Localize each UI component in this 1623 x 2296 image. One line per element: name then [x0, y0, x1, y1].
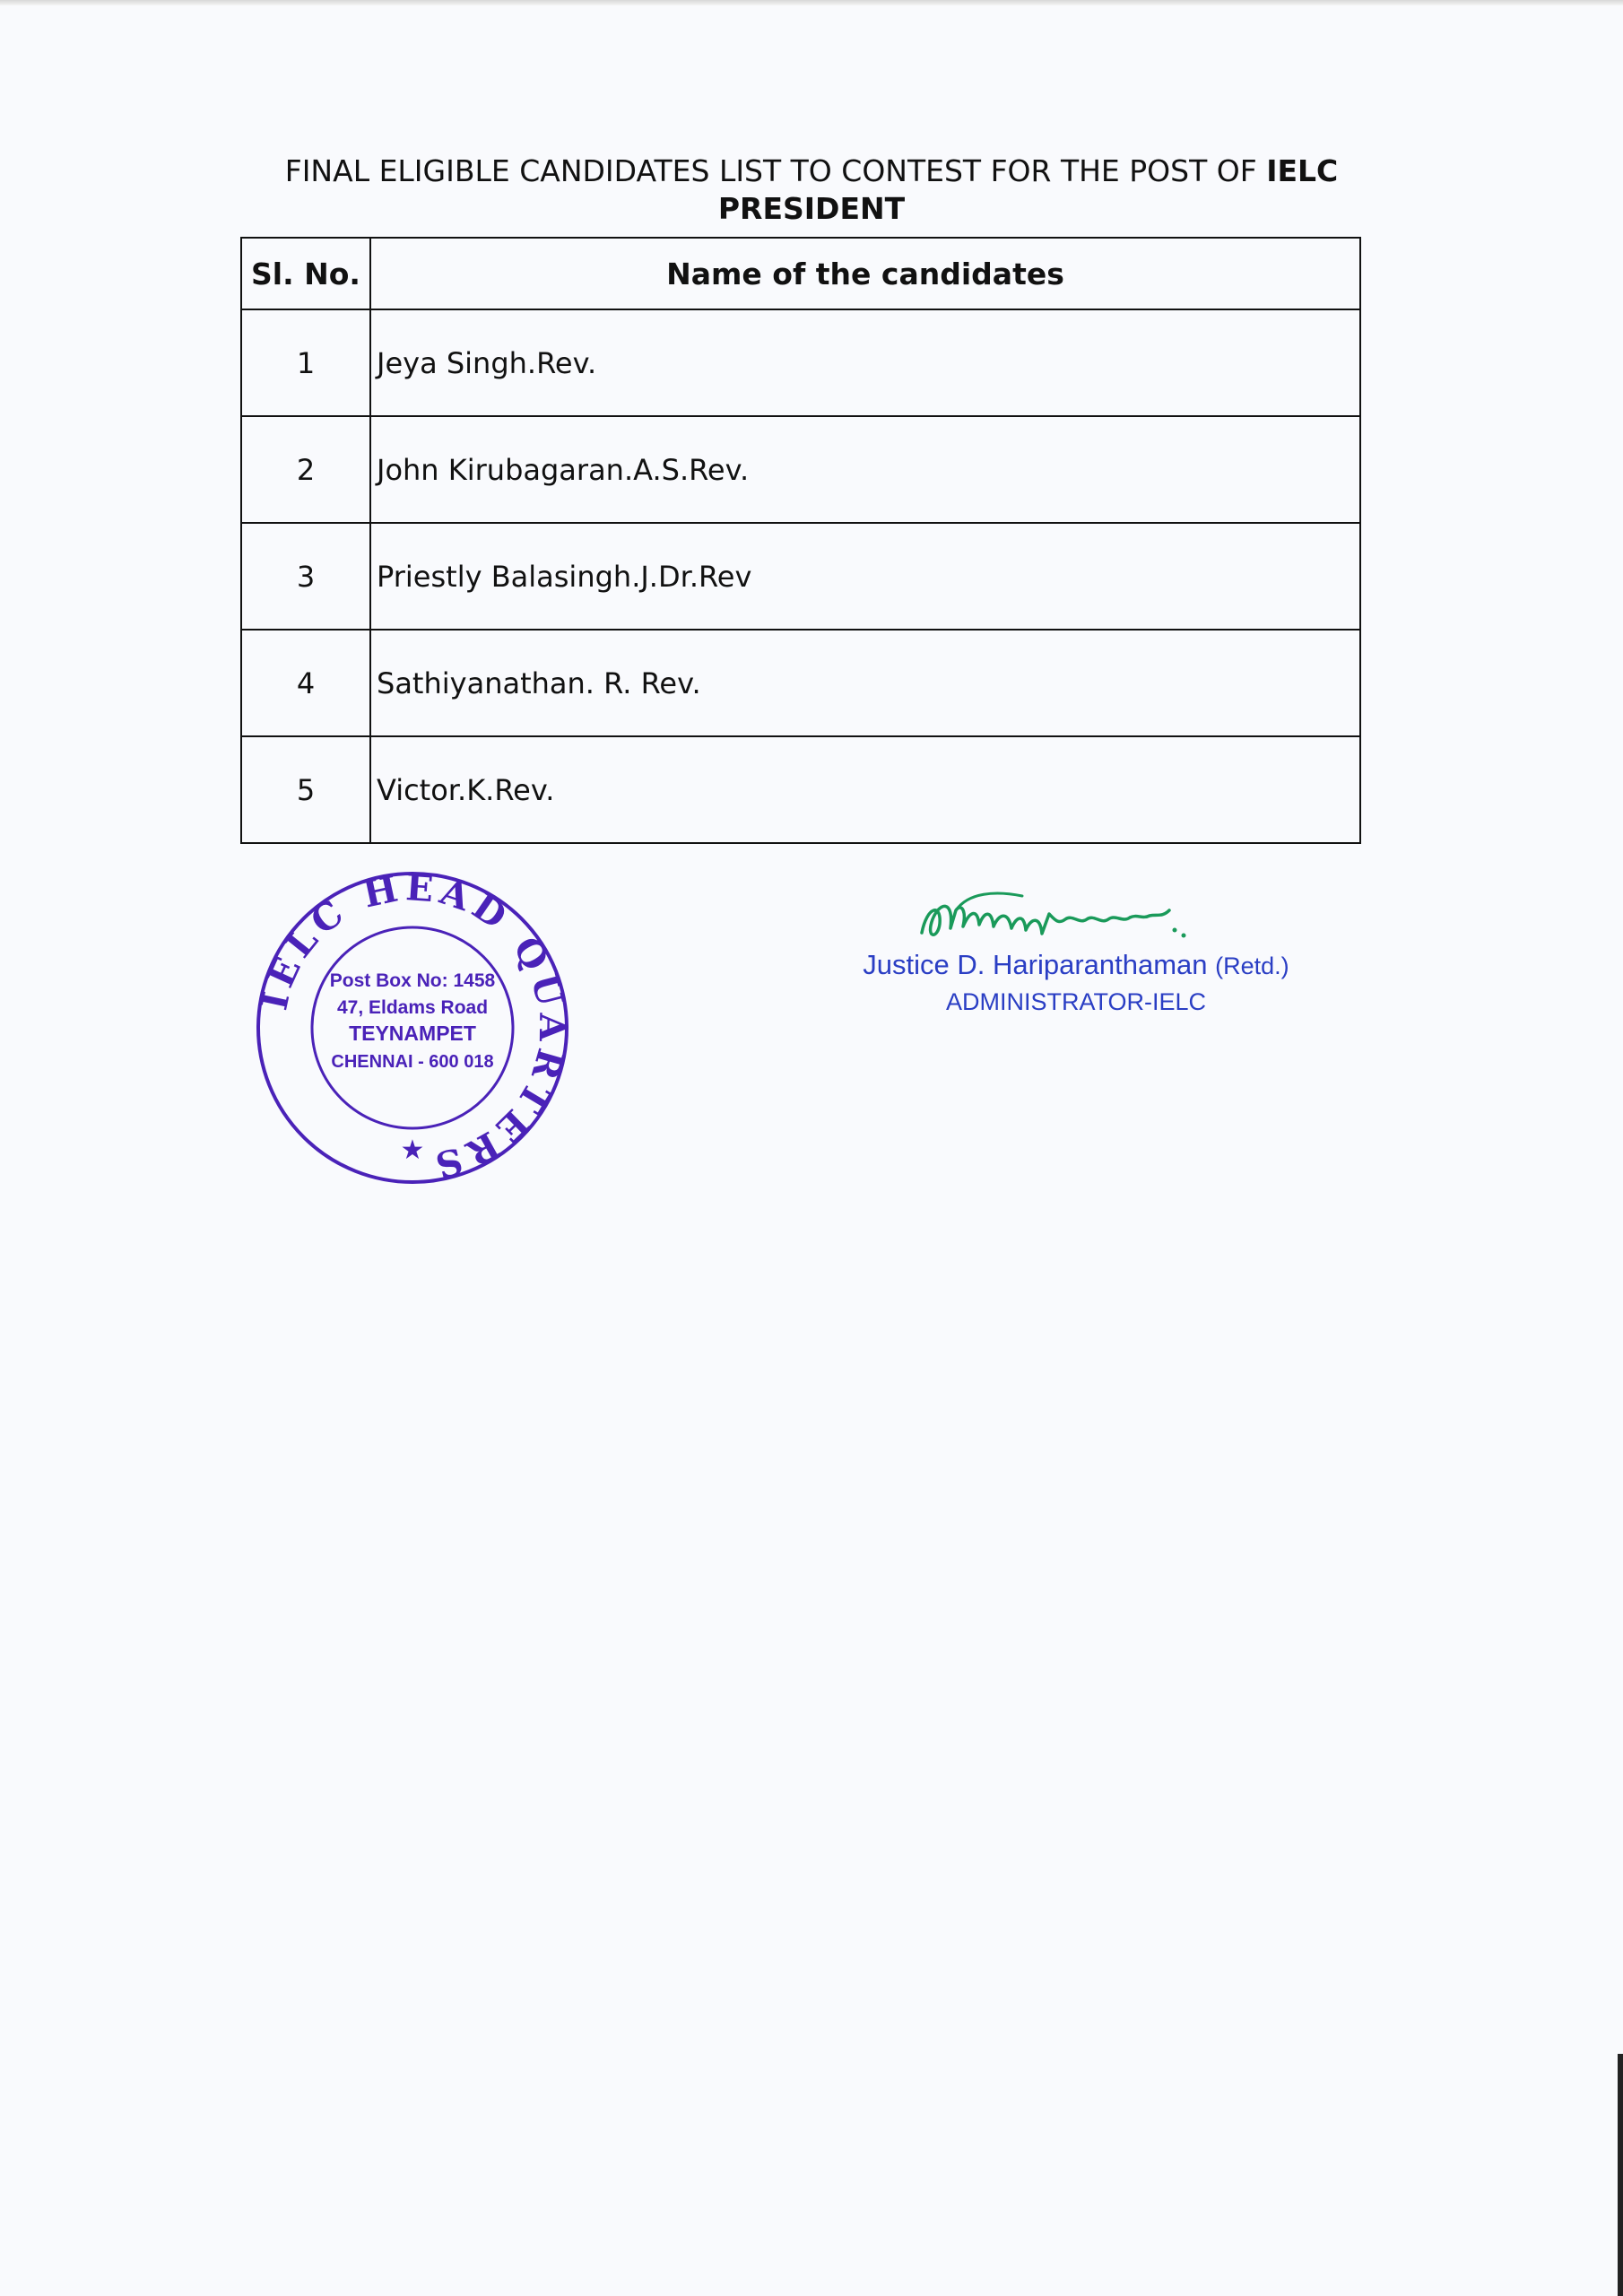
table-row	[241, 416, 1360, 523]
header-name: Name of the candidates	[370, 238, 1360, 309]
document-title	[251, 152, 1372, 228]
table-row	[241, 309, 1360, 416]
stamp-line4: CHENNAI - 600 018	[331, 1052, 494, 1072]
signature-icon	[915, 883, 1228, 955]
row-candidate-name: Sathiyanathan. R. Rev.	[370, 630, 1360, 736]
header-sl-no: Sl. No.	[241, 238, 370, 309]
stamp-line3: TEYNAMPET	[349, 1022, 476, 1045]
row-sl-no: 1	[241, 309, 370, 416]
row-sl-no: 4	[241, 630, 370, 736]
table-row	[241, 736, 1360, 843]
stamp-ring-text: IELC HEAD QUARTERS	[253, 866, 574, 1187]
row-candidate-name: John Kirubagaran.A.S.Rev.	[370, 416, 1360, 523]
table-row	[241, 523, 1360, 630]
scan-edge-right	[1618, 2054, 1623, 2296]
stamp-line2: 47, Eldams Road	[336, 997, 489, 1018]
signatory-name-text: Justice D. Hariparanthaman	[863, 949, 1208, 980]
candidates-table	[240, 237, 1361, 844]
table-row	[241, 630, 1360, 736]
row-sl-no: 5	[241, 736, 370, 843]
row-candidate-name: Priestly Balasingh.J.Dr.Rev	[370, 523, 1360, 630]
title-bold: IELC	[1266, 153, 1339, 188]
title-prefix: FINAL ELIGIBLE CANDIDATES LIST TO CONTEST FOR THE POST OF	[284, 153, 1267, 188]
scan-edge-top	[0, 0, 1623, 5]
row-candidate-name: Jeya Singh.Rev.	[370, 309, 1360, 416]
ielc-headquarters-stamp	[251, 866, 574, 1189]
stamp-line1: Post Box No: 1458	[329, 970, 496, 991]
signatory-designation: ADMINISTRATOR-IELC	[945, 988, 1207, 1015]
table-header-row	[241, 238, 1360, 309]
signatory-suffix: (Retd.)	[1215, 952, 1289, 979]
stamp-star-icon: ★	[400, 1135, 425, 1166]
row-sl-no: 3	[241, 523, 370, 630]
title-line2: PRESIDENT	[717, 191, 906, 226]
row-candidate-name: Victor.K.Rev.	[370, 736, 1360, 843]
row-sl-no: 2	[241, 416, 370, 523]
signatory-name	[807, 949, 1345, 981]
